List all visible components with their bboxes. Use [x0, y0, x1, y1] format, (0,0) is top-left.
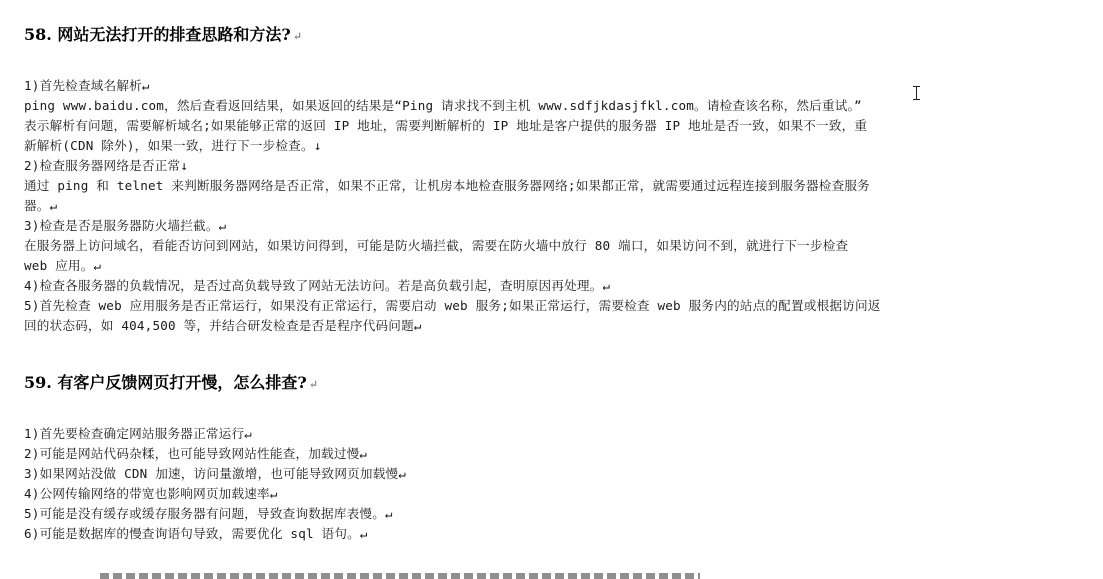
q59-line-2: 2)可能是网站代码杂糅，也可能导致网站性能查，加载过慢↵ [24, 446, 368, 461]
q58-line-3: 表示解析有问题，需要解析域名;如果能够正常的返回 IP 地址，需要判断解析的 IP 地址是客户提供的服务器 IP 地址是否一致，如果不一致，重 [24, 118, 868, 133]
question-59-title: 59. 有客户反馈网页打开慢，怎么排查? [24, 373, 307, 392]
paragraph-mark: ↵ [292, 30, 303, 43]
q59-line-4: 4)公网传输网络的带宽也影响网页加载速率↵ [24, 486, 278, 501]
paragraph-mark: ↵ [308, 378, 319, 391]
q59-line-6: 6)可能是数据库的慢查询语句导致，需要优化 sql 语句。↵ [24, 526, 368, 541]
q58-line-12: 5)首先检查 web 应用服务是否正常运行，如果没有正常运行，需要启动 web 服务;如果正常运行，需要检查 web 服务内的站点的配置或根据访问返 [24, 298, 881, 313]
q58-line-9: 在服务器上访问域名，看能否访问到网站，如果访问得到，可能是防火墙拦截，需要在防火墙中放行 80 端口，如果访问不到，就进行下一步检查 [24, 238, 849, 253]
q59-line-1: 1)首先要检查确定网站服务器正常运行↵ [24, 426, 253, 441]
q59-line-5: 5)可能是没有缓存或缓存服务器有问题，导致查询数据库表慢。↵ [24, 506, 393, 521]
question-58-title: 58. 网站无法打开的排查思路和方法? [24, 25, 291, 44]
text-cursor-icon [913, 86, 920, 100]
q58-line-13: 回的状态码，如 404,500 等，并结合研发检查是否是程序代码问题↵ [24, 318, 422, 333]
q58-line-7: 器。↵ [24, 198, 58, 213]
q58-line-4: 新解析(CDN 除外)，如果一致，进行下一步检查。↓ [24, 138, 322, 153]
q58-line-5: 2)检查服务器网络是否正常↓ [24, 158, 189, 173]
cut-off-text-line [100, 572, 700, 579]
q58-line-6: 通过 ping 和 telnet 来判断服务器网络是否正常，如果不正常，让机房本地检查服务器网络;如果都正常，就需要通过远程连接到服务器检查服务 [24, 178, 870, 193]
q59-line-3: 3)如果网站没做 CDN 加速，访问量激增，也可能导致网页加载慢↵ [24, 466, 407, 481]
q58-line-10: web 应用。↵ [24, 258, 102, 273]
q58-line-8: 3)检查是否是服务器防火墙拦截。↵ [24, 218, 227, 233]
q58-line-11: 4)检查各服务器的负载情况，是否过高负载导致了网站无法访问。若是高负载引起，查明原因再处理。↵ [24, 278, 611, 293]
q58-line-2: ping www.baidu.com，然后查看返回结果，如果返回的结果是“Ping 请求找不到主机 www.sdfjkdasjfkl.com。请检查该名称，然后重试。” [24, 98, 862, 113]
q58-line-1: 1)首先检查域名解析↵ [24, 78, 150, 93]
question-59-heading [24, 370, 318, 393]
question-58-heading [24, 22, 302, 45]
